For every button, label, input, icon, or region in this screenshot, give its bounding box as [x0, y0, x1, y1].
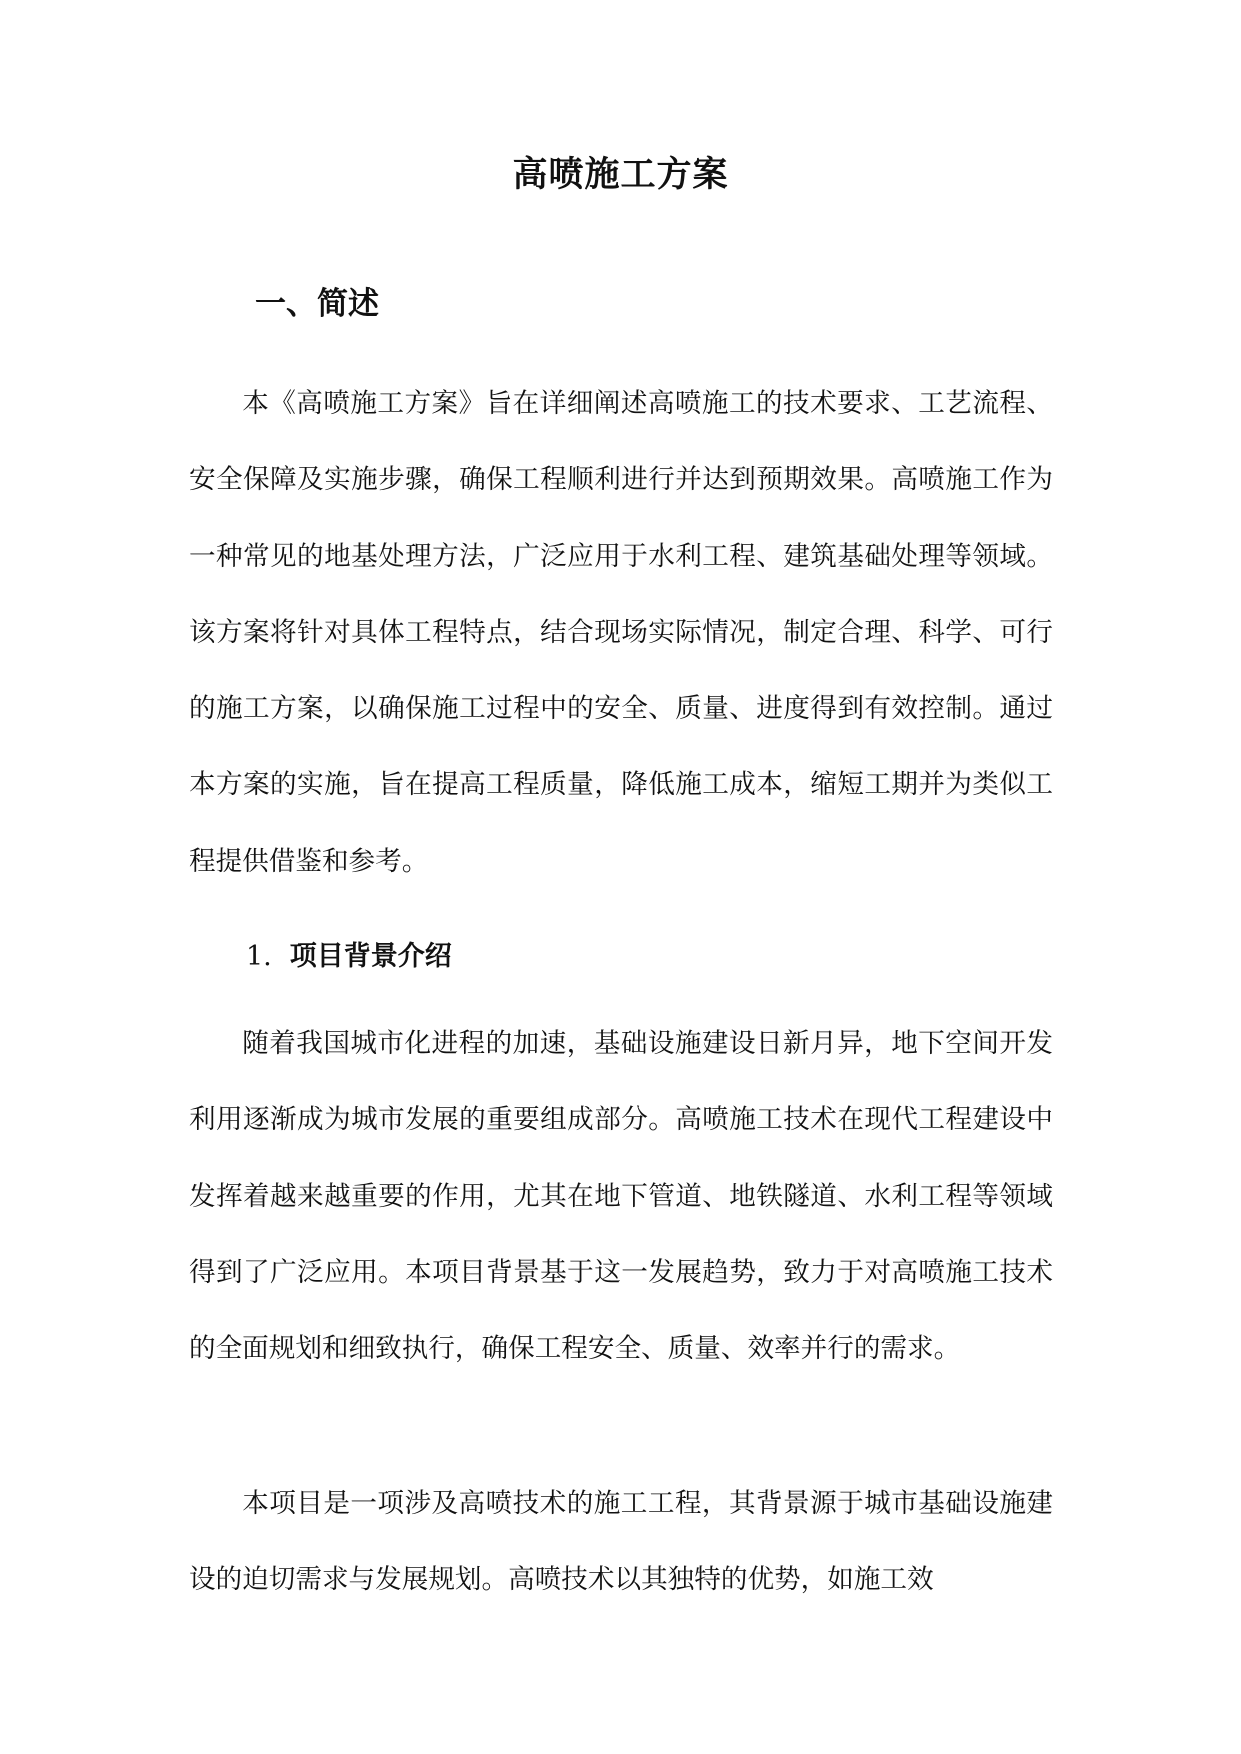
project-paragraph: 本项目是一项涉及高喷技术的施工工程，其背景源于城市基础设施建设的迫切需求与发展规划。高喷技术以其独特的优势，如施工效 — [189, 1488, 1053, 1596]
subsection-heading — [246, 935, 452, 979]
section-heading: 一、简述 — [255, 286, 379, 322]
subsection-title: 项目背景介绍 — [289, 941, 452, 972]
document-title: 高喷施工方案 — [512, 154, 729, 195]
overview-paragraph: 本《高喷施工方案》旨在详细阐述高喷施工的技术要求、工艺流程、安全保障及实施步骤，确保工程顺利进行并达到预期效果。高喷施工作为一种常见的地基处理方法，广泛应用于水利工程、建筑基础处理等领域。该方案将针对具体工程特点，结合现场实际情况，制定合理、科学、可行的施工方案，以确保施工过程中的安全、质量、进度得到有效控制。通过本方案的实施，旨在提高工程质量，降低施工成本，缩短工期并为类似工程提供借鉴和参考。 — [189, 388, 1053, 877]
subsection-number: 1. — [246, 941, 272, 972]
background-paragraph: 随着我国城市化进程的加速，基础设施建设日新月异，地下空间开发利用逐渐成为城市发展的重要组成部分。高喷施工技术在现代工程建设中发挥着越来越重要的作用，尤其在地下管道、地铁隧道、水利工程等领域得到了广泛应用。本项目背景基于这一发展趋势，致力于对高喷施工技术的全面规划和细致执行，确保工程安全、质量、效率并行的需求。 — [189, 1028, 1053, 1365]
